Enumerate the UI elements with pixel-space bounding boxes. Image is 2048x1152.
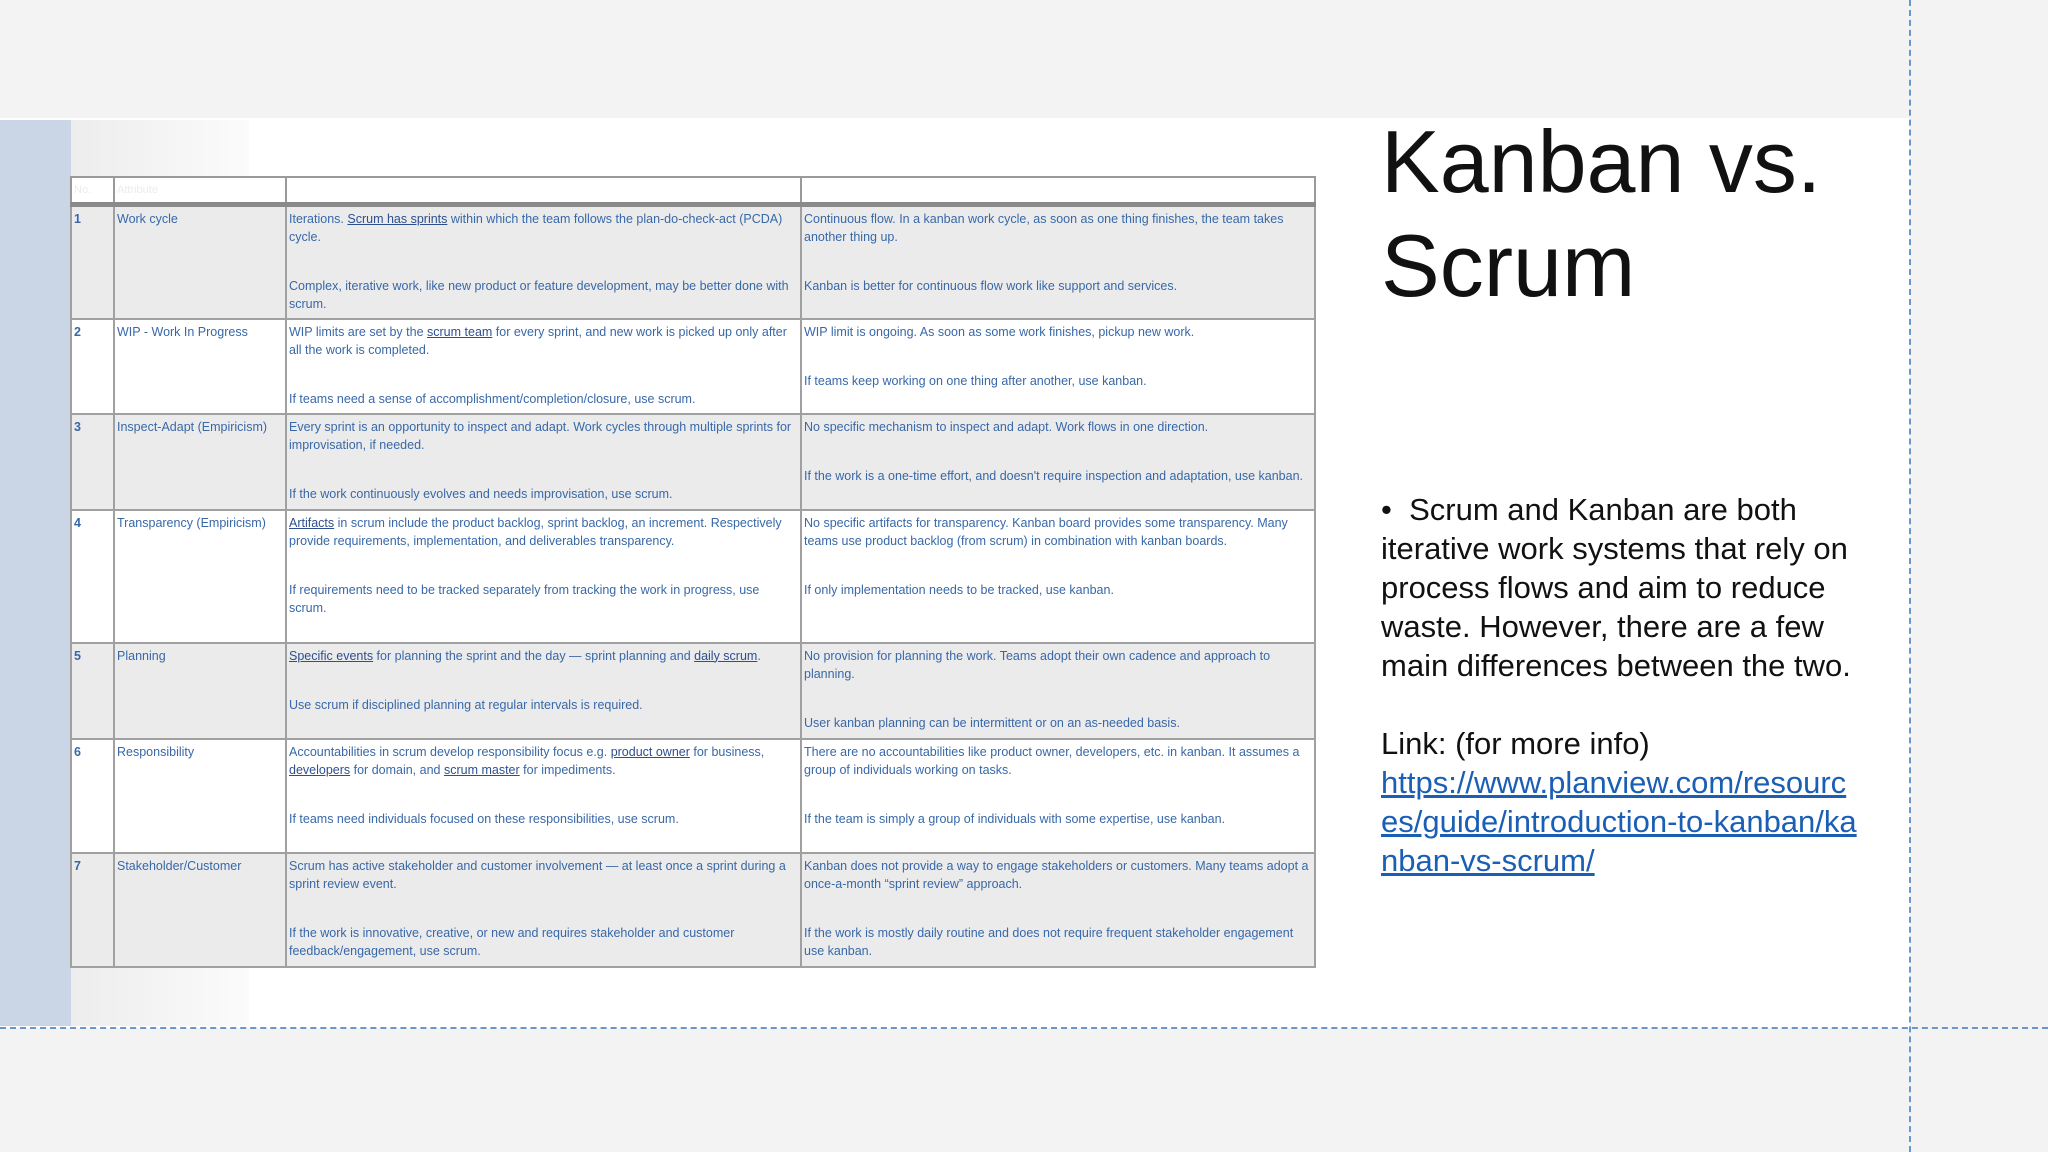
row-attribute: Inspect-Adapt (Empiricism) <box>114 414 286 510</box>
kanban-advice: If the work is mostly daily routine and does not require frequent stakeholder engagement use kanban. <box>804 925 1294 958</box>
row-attribute: Work cycle <box>114 205 286 319</box>
row-attribute: Transparency (Empiricism) <box>114 510 286 643</box>
link-label: Link: (for more info) <box>1381 726 1650 761</box>
scrum-cell <box>286 739 801 853</box>
scrum-cell <box>286 510 801 643</box>
kanban-cell <box>801 319 1315 414</box>
kanban-cell <box>801 414 1315 510</box>
kanban-description <box>804 743 1312 779</box>
kanban-text-segment: No specific mechanism to inspect and adapt. Work flows in one direction. <box>804 419 1209 434</box>
comparison-table-container <box>70 176 1314 968</box>
row-number: 5 <box>71 643 114 739</box>
horizontal-guide-line <box>0 1027 2048 1029</box>
table-row <box>71 205 1315 319</box>
scrum-text-segment: in scrum include the product backlog, sprint backlog, an increment. Respectively provide requirements, implementation, and deliverables transparency. <box>289 515 782 548</box>
kanban-text-segment: WIP limit is ongoing. As soon as some work finishes, pickup new work. <box>804 324 1195 339</box>
kanban-description <box>804 323 1312 341</box>
scrum-cell <box>286 319 801 414</box>
header-kanban <box>801 177 1315 205</box>
accent-band <box>0 120 71 1026</box>
row-attribute: Planning <box>114 643 286 739</box>
kanban-text-segment: No provision for planning the work. Teams adopt their own cadence and approach to planning. <box>804 648 1271 681</box>
scrum-advice: If the work is innovative, creative, or new and requires stakeholder and customer feedback/engagement, use scrum. <box>289 925 735 958</box>
kanban-text-segment: There are no accountabilities like product owner, developers, etc. in kanban. It assumes a group of individuals working on tasks. <box>804 744 1300 777</box>
scrum-text-segment: Accountabilities in scrum develop responsibility focus e.g. <box>289 744 611 759</box>
table-row <box>71 510 1315 643</box>
row-number: 6 <box>71 739 114 853</box>
bullet-paragraph <box>1381 490 1861 685</box>
scrum-cell <box>286 853 801 967</box>
scrum-inline-link[interactable]: scrum master <box>443 762 520 777</box>
row-attribute: Responsibility <box>114 739 286 853</box>
scrum-text-segment: . <box>757 648 761 663</box>
row-number: 4 <box>71 510 114 643</box>
bullet-marker: • <box>1381 492 1392 527</box>
slide-body <box>1381 490 1861 880</box>
kanban-cell <box>801 643 1315 739</box>
scrum-text-segment: for every sprint, and new work is picked up only after all the work is completed. <box>289 324 787 357</box>
scrum-description <box>289 514 798 550</box>
scrum-text-segment: for domain, and <box>350 762 444 777</box>
scrum-advice: If teams need individuals focused on these responsibilities, use scrum. <box>289 811 679 826</box>
table-header-row <box>71 177 1315 205</box>
table-body <box>71 205 1315 967</box>
scrum-advice: If teams need a sense of accomplishment/completion/closure, use scrum. <box>289 391 696 406</box>
reference-link[interactable]: https://www.planview.com/resources/guide/introduction-to-kanban/kanban-vs-scrum/ <box>1381 765 1857 878</box>
comparison-table <box>70 176 1316 968</box>
kanban-text-segment: No specific artifacts for transparency. Kanban board provides some transparency. Many teams use product backlog (from scrum) in combination with kanban boards. <box>804 515 1288 548</box>
scrum-text-segment: within which the team follows the plan-do-check-act (PCDA) cycle. <box>289 212 783 244</box>
scrum-inline-link[interactable]: Specific events <box>289 648 374 663</box>
scrum-description <box>289 323 798 359</box>
scrum-description <box>289 647 798 665</box>
scrum-text-segment: WIP limits are set by the <box>289 324 428 339</box>
scrum-description <box>289 418 798 454</box>
title-line-2: Scrum <box>1381 216 1636 315</box>
row-attribute: Stakeholder/Customer <box>114 853 286 967</box>
kanban-advice: If the work is a one-time effort, and doesn't require inspection and adaptation, use kanban. <box>804 468 1303 483</box>
table-row <box>71 853 1315 967</box>
scrum-inline-link[interactable]: product owner <box>610 744 690 759</box>
kanban-cell <box>801 739 1315 853</box>
kanban-text-segment: Kanban does not provide a way to engage stakeholders or customers. Many teams adopt a once-a-month “sprint review” approach. <box>804 858 1309 891</box>
scrum-inline-link[interactable]: developers <box>289 762 351 777</box>
scrum-text-segment: Every sprint is an opportunity to inspect and adapt. Work cycles through multiple sprints for improvisation, if needed. <box>289 419 792 452</box>
table-row <box>71 739 1315 853</box>
scrum-advice: If the work continuously evolves and needs improvisation, use scrum. <box>289 486 673 501</box>
kanban-cell <box>801 205 1315 319</box>
vertical-guide-line <box>1909 0 1911 1152</box>
row-number: 3 <box>71 414 114 510</box>
scrum-inline-link[interactable]: Artifacts <box>289 515 335 530</box>
scrum-text-segment: Iterations. <box>289 212 348 226</box>
table-row <box>71 643 1315 739</box>
kanban-advice: User kanban planning can be intermittent or on an as-needed basis. <box>804 715 1180 730</box>
scrum-advice: Use scrum if disciplined planning at regular intervals is required. <box>289 697 643 712</box>
row-number: 1 <box>71 205 114 319</box>
header-attribute: Attribute <box>114 177 286 205</box>
scrum-text-segment: for impediments. <box>519 762 616 777</box>
scrum-inline-link[interactable]: Scrum has sprints <box>347 212 448 226</box>
kanban-advice: If teams keep working on one thing after another, use kanban. <box>804 373 1147 388</box>
slide-title <box>1381 110 1881 318</box>
scrum-cell <box>286 414 801 510</box>
bullet-text: Scrum and Kanban are both iterative work systems that rely on process flows and aim to reduce waste. However, there are a few main differences between the two. <box>1381 492 1851 683</box>
scrum-text-segment: for business, <box>689 744 765 759</box>
kanban-cell <box>801 510 1315 643</box>
scrum-inline-link[interactable]: daily scrum <box>694 648 758 663</box>
scrum-description <box>289 743 798 779</box>
table-row <box>71 319 1315 414</box>
kanban-description <box>804 647 1312 683</box>
scrum-advice: Complex, iterative work, like new product or feature development, may be better done with scrum. <box>289 279 789 311</box>
scrum-text-segment: Scrum has active stakeholder and customer involvement — at least once a sprint during a sprint review event. <box>289 858 786 891</box>
header-number: No. <box>71 177 114 205</box>
kanban-description <box>804 514 1312 550</box>
row-number: 7 <box>71 853 114 967</box>
scrum-cell <box>286 205 801 319</box>
row-number: 2 <box>71 319 114 414</box>
kanban-text-segment: Continuous flow. In a kanban work cycle, as soon as one thing finishes, the team takes another thing up. <box>804 212 1284 244</box>
row-attribute: WIP - Work In Progress <box>114 319 286 414</box>
scrum-text-segment: for planning the sprint and the day — sprint planning and <box>373 648 695 663</box>
scrum-description <box>289 857 798 893</box>
kanban-description <box>804 418 1312 436</box>
scrum-inline-link[interactable]: scrum team <box>427 324 493 339</box>
table-row <box>71 414 1315 510</box>
kanban-cell <box>801 853 1315 967</box>
kanban-advice: If only implementation needs to be tracked, use kanban. <box>804 582 1114 597</box>
scrum-advice: If requirements need to be tracked separately from tracking the work in progress, use scrum. <box>289 582 760 615</box>
kanban-description <box>804 210 1312 246</box>
scrum-description <box>289 210 798 246</box>
kanban-advice: Kanban is better for continuous flow work like support and services. <box>804 279 1178 293</box>
header-scrum <box>286 177 801 205</box>
kanban-description <box>804 857 1312 893</box>
title-line-1: Kanban vs. <box>1381 112 1822 211</box>
scrum-cell <box>286 643 801 739</box>
kanban-advice: If the team is simply a group of individuals with some expertise, use kanban. <box>804 811 1226 826</box>
